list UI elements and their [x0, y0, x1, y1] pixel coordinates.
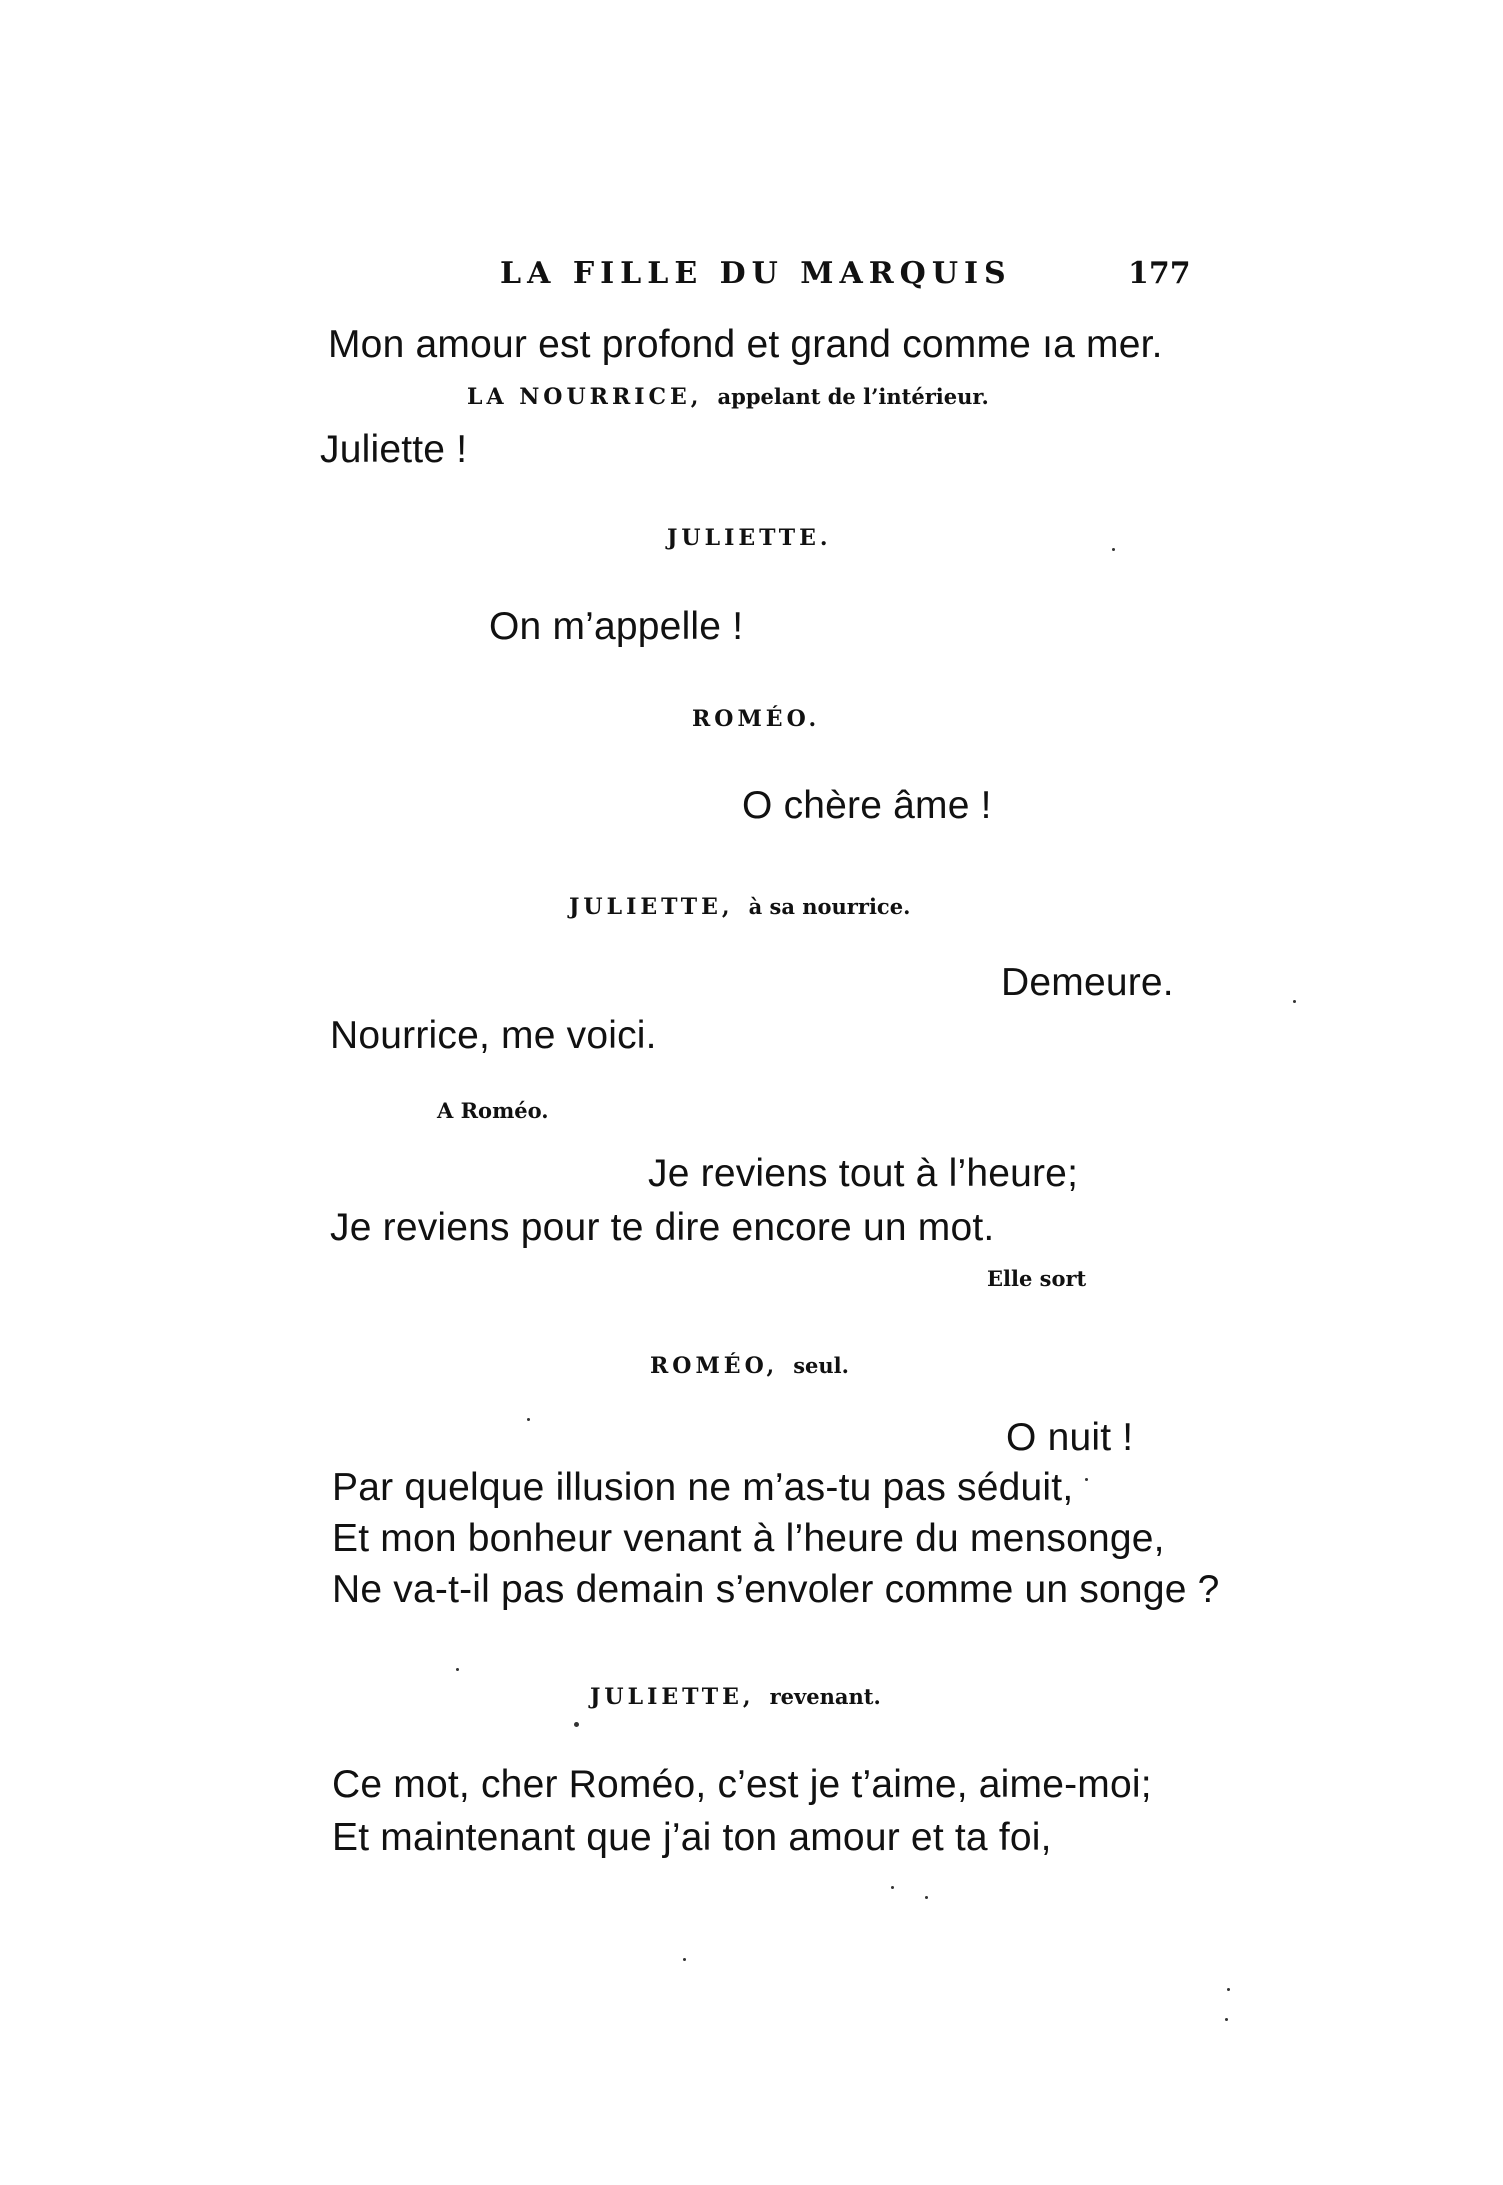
scan-speck	[1227, 1988, 1230, 1991]
scan-speck	[456, 1668, 459, 1671]
scan-speck	[1085, 1478, 1088, 1481]
verse-line: Juliette !	[320, 428, 468, 471]
scan-speck	[1293, 1000, 1296, 1003]
verse-line: Par quelque illusion ne m’as-tu pas séduit,	[332, 1466, 1074, 1509]
speaker-name: JULIETTE,	[569, 894, 734, 920]
speaker-name: ROMÉO.	[692, 706, 821, 732]
stage-direction: à sa nourrice.	[748, 894, 911, 919]
speaker-heading	[650, 1355, 849, 1377]
verse-line: Je reviens tout à l’heure;	[648, 1152, 1079, 1195]
stage-direction: Elle sort	[987, 1266, 1087, 1291]
verse-line: Mon amour est profond et grand comme ıa mer.	[328, 323, 1163, 366]
speaker-name: LA NOURRICE,	[467, 384, 703, 410]
verse-line: O nuit !	[1006, 1416, 1134, 1459]
scan-speck	[1112, 548, 1115, 551]
scan-speck	[891, 1886, 894, 1889]
speaker-heading	[590, 1686, 881, 1708]
page-number: 177	[1128, 256, 1191, 291]
scan-speck	[1225, 2018, 1228, 2021]
verse-line: Ne va-t-il pas demain s’envoler comme un songe ?	[332, 1568, 1220, 1611]
speaker-name: ROMÉO,	[650, 1353, 779, 1379]
stage-direction: appelant de l’intérieur.	[717, 384, 989, 409]
verse-line: Demeure.	[1001, 961, 1174, 1004]
verse-line: Je reviens pour te dire encore un mot.	[330, 1206, 995, 1249]
speaker-heading	[569, 896, 910, 918]
scan-speck	[683, 1958, 686, 1961]
stage-direction: A Roméo.	[437, 1098, 549, 1123]
verse-line: O chère âme !	[742, 784, 992, 827]
stage-direction: revenant.	[769, 1684, 881, 1709]
scan-speck	[574, 1722, 579, 1727]
verse-line: Ce mot, cher Roméo, c’est je t’aime, aime-moi;	[332, 1763, 1152, 1806]
verse-line: On m’appelle !	[489, 605, 744, 648]
verse-line: Nourrice, me voici.	[330, 1014, 657, 1057]
verse-line: Et maintenant que j’ai ton amour et ta foi,	[332, 1816, 1052, 1859]
speaker-name: JULIETTE,	[590, 1684, 755, 1710]
verse-line: Et mon bonheur venant à l’heure du mensonge,	[332, 1517, 1165, 1560]
speaker-heading	[467, 386, 989, 408]
stage-direction: seul.	[793, 1353, 849, 1378]
running-title: LA FILLE DU MARQUIS	[500, 256, 1012, 291]
scan-speck	[527, 1418, 530, 1421]
scan-speck	[925, 1896, 928, 1899]
speaker-name: JULIETTE.	[667, 525, 832, 551]
